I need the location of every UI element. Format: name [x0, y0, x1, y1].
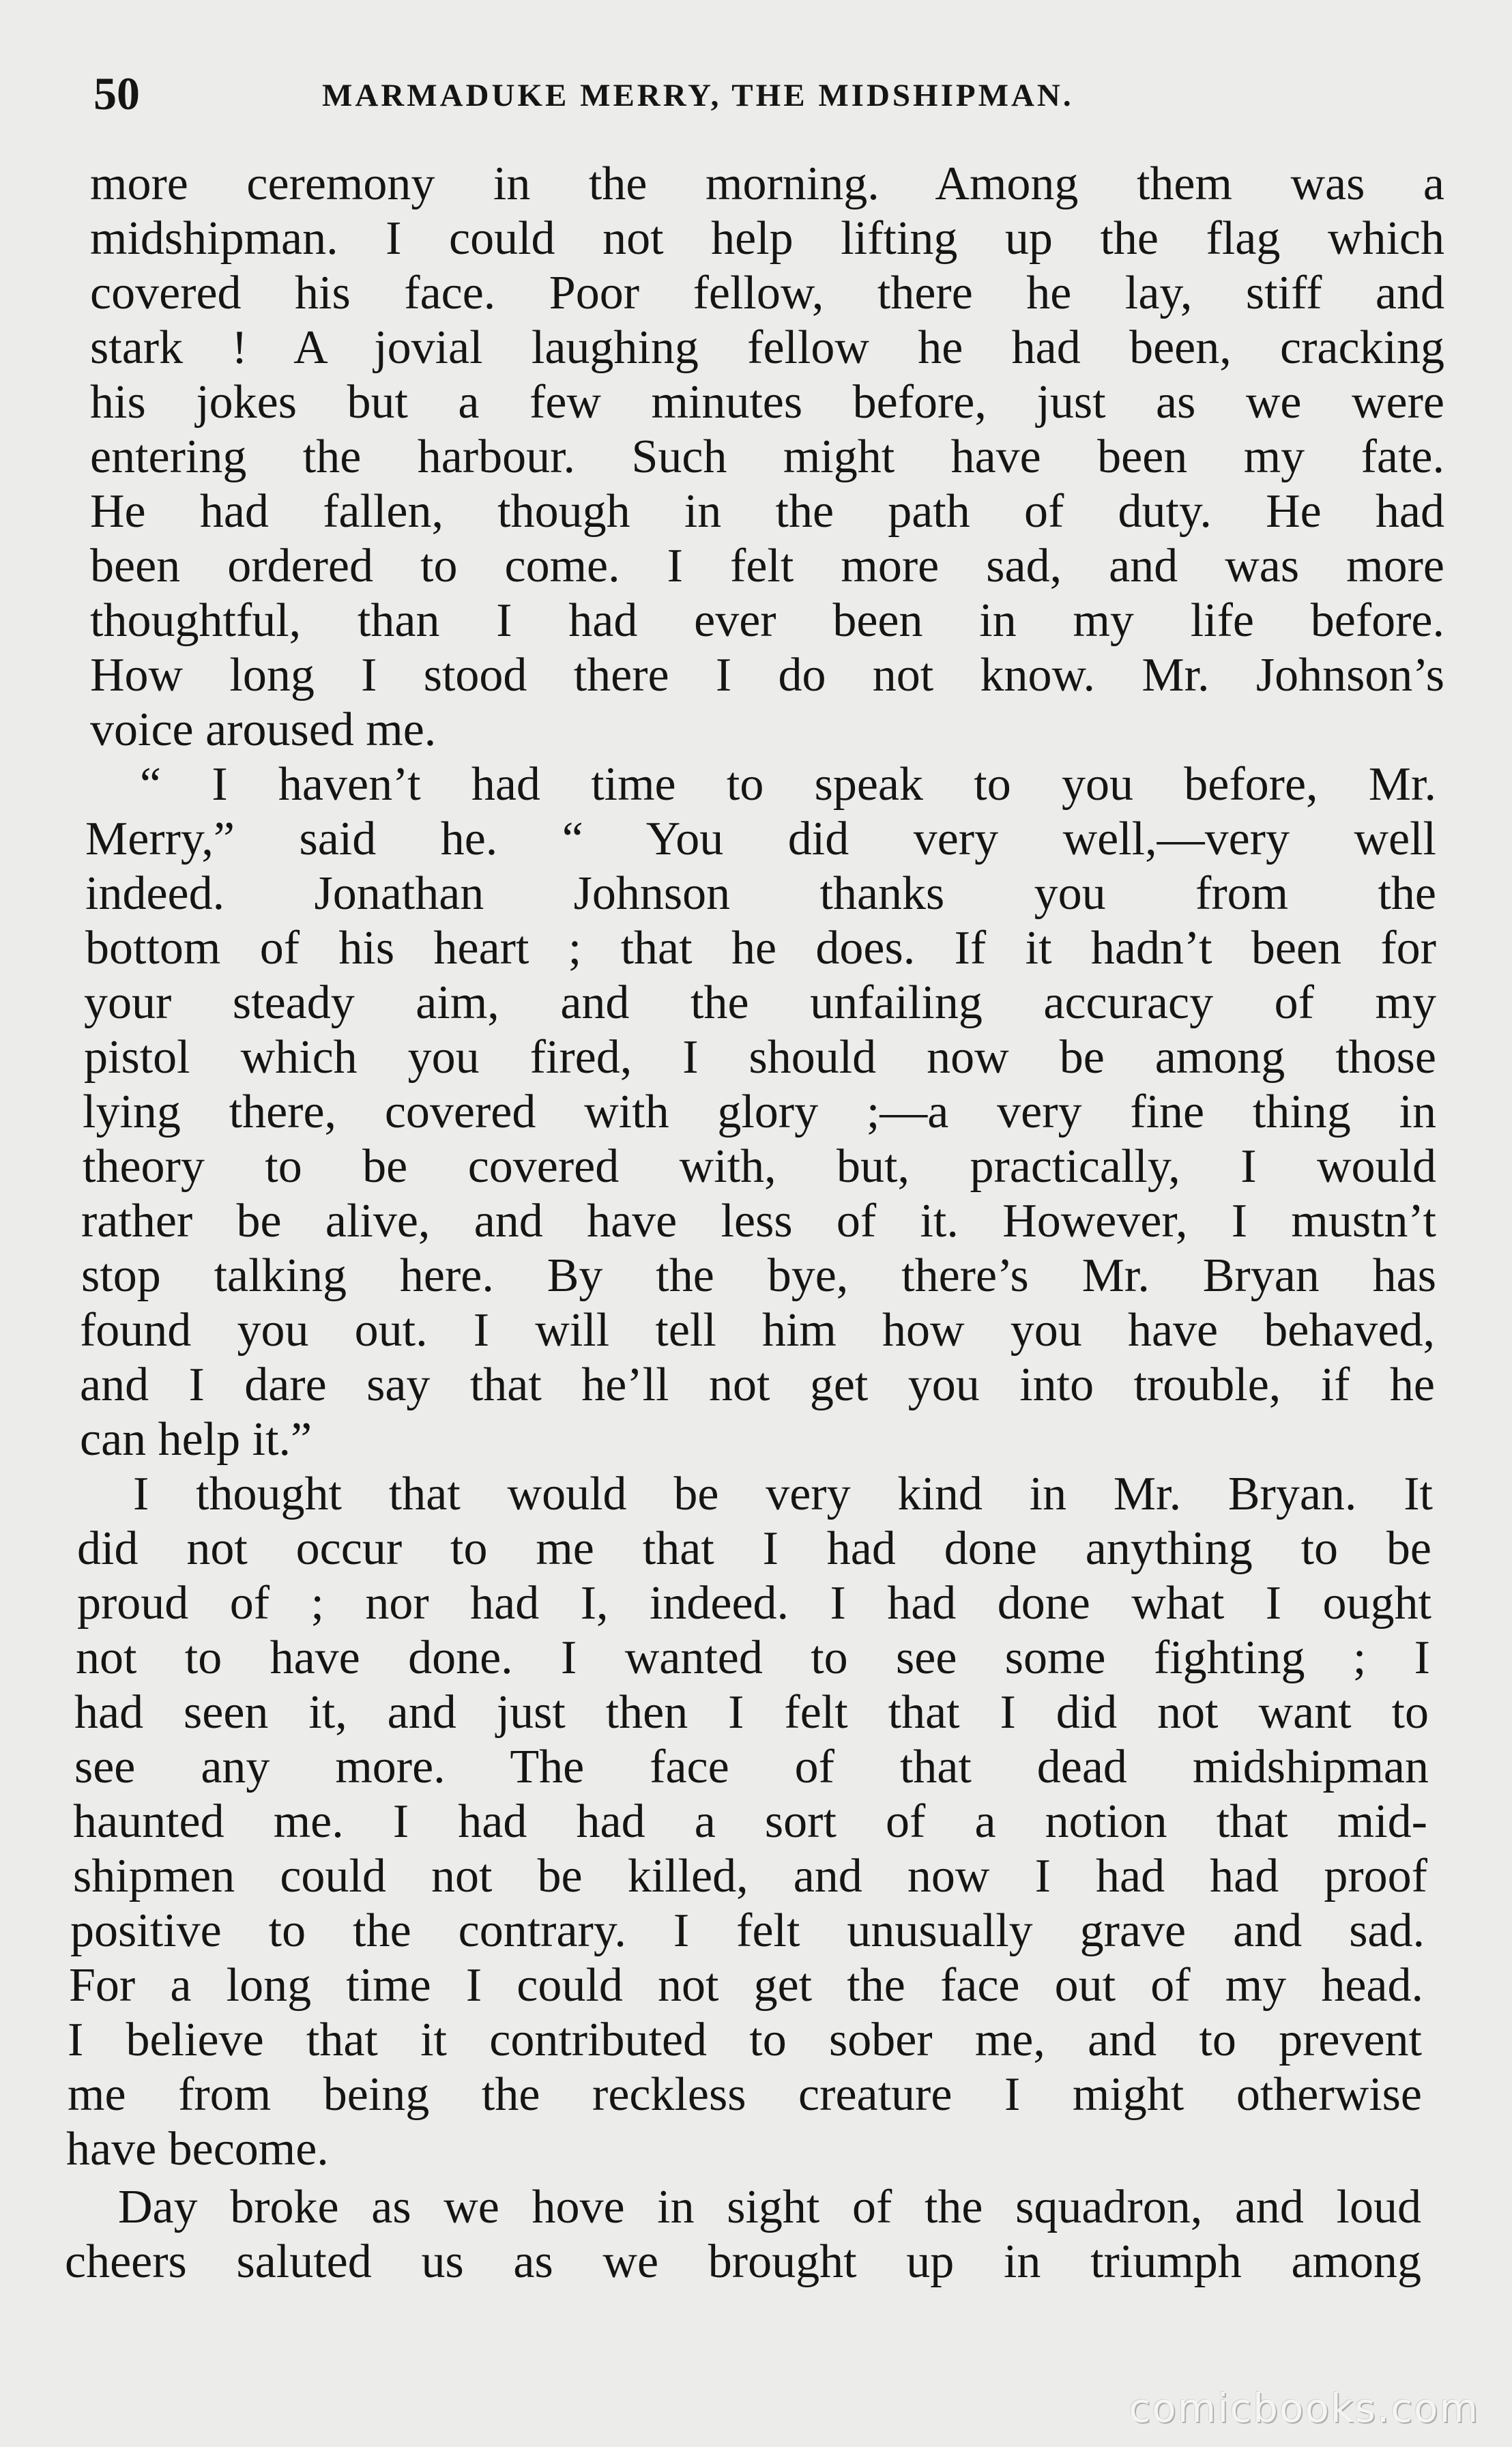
watermark: comicbooks.com [1129, 2385, 1479, 2431]
text-line: see any more. The face of that dead midshipman [74, 1741, 1429, 1793]
text-line: haunted me. I had had a sort of a notion that mid- [73, 1795, 1427, 1848]
page-number: 50 [93, 68, 140, 119]
text-line: How long I stood there I do not know. Mr. Johnson’s [90, 649, 1444, 701]
text-line: more ceremony in the morning. Among them was a [90, 158, 1444, 210]
text-line: He had fallen, though in the path of duty. He had [90, 485, 1444, 538]
text-line: found you out. I will tell him how you have behaved, [80, 1304, 1435, 1357]
text-line: I thought that would be very kind in Mr. Bryan. It [133, 1468, 1433, 1520]
text-line: and I dare say that he’ll not get you into trouble, if he [80, 1359, 1435, 1411]
text-line: stark ! A jovial laughing fellow he had been, cracking [90, 321, 1444, 374]
text-line: shipmen could not be killed, and now I had had proof [73, 1850, 1427, 1902]
text-line: Merry,” said he. “ You did very well,—very well [85, 813, 1436, 865]
text-line: not to have done. I wanted to see some fighting ; I [76, 1632, 1430, 1684]
text-line: For a long time I could not get the face out of my head. [69, 1959, 1423, 2012]
text-line: theory to be covered with, but, practically, I would [83, 1140, 1436, 1193]
text-line: pistol which you fired, I should now be among those [84, 1031, 1436, 1084]
text-line: midshipman. I could not help lifting up the flag which [90, 212, 1444, 265]
text-line: indeed. Jonathan Johnson thanks you from the [85, 867, 1436, 920]
page-header [93, 66, 1424, 121]
text-line: thoughtful, than I had ever been in my life before. [90, 594, 1444, 647]
text-line: bottom of his heart ; that he does. If it hadn’t been for [85, 922, 1436, 974]
text-line: proud of ; nor had I, indeed. I had done what I ought [77, 1577, 1431, 1630]
text-line: covered his face. Poor fellow, there he lay, stiff and [90, 267, 1444, 319]
text-line: your steady aim, and the unfailing accuracy of my [84, 976, 1436, 1029]
text-line: positive to the contrary. I felt unusually grave and sad. [70, 1905, 1425, 1957]
text-line: cheers saluted us as we brought up in triumph among [65, 2235, 1421, 2288]
text-line: entering the harbour. Such might have been my fate. [90, 431, 1444, 483]
text-line: can help it.” [80, 1413, 312, 1466]
text-line: I believe that it contributed to sober me, and to prevent [68, 2014, 1422, 2066]
text-line: Day broke as we hove in sight of the squadron, and loud [118, 2181, 1421, 2233]
text-line: had seen it, and just then I felt that I did not want to [74, 1686, 1429, 1739]
text-line: rather be alive, and have less of it. However, I mustn’t [81, 1195, 1436, 1247]
text-line: been ordered to come. I felt more sad, and was more [90, 540, 1444, 592]
book-page [65, 58, 1453, 2392]
text-line: “ I haven’t had time to speak to you before, Mr. [140, 758, 1436, 811]
text-line: me from being the reckless creature I might otherwise [68, 2068, 1422, 2121]
text-line: did not occur to me that I had done anything to be [77, 1522, 1431, 1575]
text-line: stop talking here. By the bye, there’s Mr. Bryan has [81, 1249, 1436, 1302]
text-line: lying there, covered with glory ;—a very fine thing in [83, 1086, 1436, 1138]
text-line: his jokes but a few minutes before, just as we were [90, 376, 1444, 429]
text-line: voice aroused me. [90, 704, 437, 756]
text-line: have become. [66, 2123, 329, 2175]
running-head: MARMADUKE MERRY, THE MIDSHIPMAN. [322, 78, 1074, 113]
